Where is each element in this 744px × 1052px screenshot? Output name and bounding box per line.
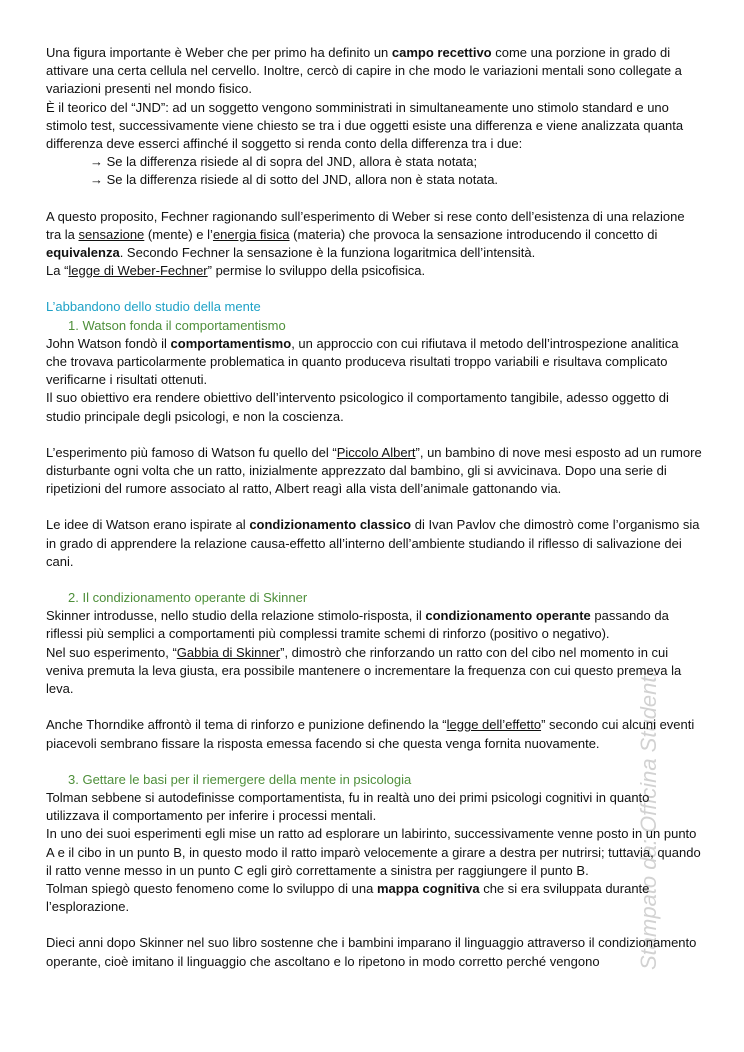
paragraph-weber: Una figura importante è Weber che per primo ha definito un campo recettivo come una porzione in grado di attivare una certa cellula nel cervello. Inoltre, cercò di capire in che modo le variazioni mentali sono collegate a variazioni presenti nel mondo fisico. — [46, 45, 682, 97]
subheading-watson: 1. Watson fonda il comportamentismo — [68, 317, 286, 333]
document-page — [46, 44, 702, 971]
paragraph-tolman: Tolman sebbene si autodefinisse comportamentista, fu in realtà uno dei primi psicologi cognitivi in quanto utilizzava il comportamento per inferire i processi mentali. — [46, 789, 650, 824]
paragraph-tolman-experiment: In uno dei suoi esperimenti egli mise un ratto ad esplorare un labirinto, successivamente venne posto in un punto A e il cibo in un punto B, in questo modo il ratto imparò velocemente a girare a destra per nutrirsi; tuttavia, quando il ratto venne messo in un punto C egli girò correttamente a sinistra per raggiungere il punto B. — [46, 826, 701, 878]
term-condizionamento-classico: condizionamento classico — [249, 517, 412, 533]
term-legge-dell-effetto: legge dell’effetto — [446, 717, 542, 733]
watermark: Stampato da: Ofﬁcina Studenti — [636, 671, 661, 970]
bullet-below-jnd: → Se la differenza risiede al di sotto del JND, allora non è stata notata. — [90, 172, 499, 188]
paragraph-skinner-language: Dieci anni dopo Skinner nel suo libro sostenne che i bambini imparano il linguaggio attraverso il condizionamento operante, cioè imitano il linguaggio che ascoltano e lo ripetono in modo corretto perché vengono — [46, 935, 697, 969]
paragraph-weber-fechner-law: La “legge di Weber-Fechner” permise lo sviluppo della psicofisica. — [46, 263, 426, 279]
paragraph-watson: John Watson fondò il comportamentismo, un approccio con cui rifiutava il metodo dell’introspezione analitica che trovava particolarmente problematica in quanto produceva risultati troppo variabili e risultava complicato verificarne i risultati ottenuti. — [46, 335, 679, 388]
paragraph-pavlov: Le idee di Watson erano ispirate al condizionamento classico di Ivan Pavlov che dimostrò come l’organismo sia in grado di apprendere la relazione causa-effetto all’interno dell’ambiente studiando il riflesso di salivazione dei cani. — [46, 517, 700, 569]
paragraph-thorndike: Anche Thorndike affrontò il tema di rinforzo e punizione definendo la “legge dell’effetto” secondo cui alcuni eventi piacevoli sembrano fissare la risposta emessa facendo si che questa venga fornita nuovamente. — [46, 717, 695, 751]
term-energia-fisica: energia fisica — [212, 226, 290, 242]
paragraph-watson-goal: Il suo obiettivo era rendere obiettivo dell’intervento psicologico il comportamento tangibile, adesso oggetto di studio principale degli psicologi, e non la coscienza. — [46, 390, 669, 424]
term-condizionamento-operante: condizionamento operante — [425, 608, 591, 624]
paragraph-skinner-box: Nel suo esperimento, “Gabbia di Skinner”, dimostrò che rinforzando un ratto con del cibo nel momento in cui veniva premuta la leva giusta, era possibile mantenere o incrementare la frequenza con cui questo premeva la leva. — [46, 644, 682, 697]
term-mappa-cognitiva: mappa cognitiva — [377, 880, 480, 896]
subheading-tolman: 3. Gettare le basi per il riemergere della mente in psicologia — [68, 771, 412, 787]
paragraph-mappa-cognitiva: Tolman spiegò questo fenomeno come lo sviluppo di una mappa cognitiva che si era sviluppata durante l’esplorazione. — [46, 880, 650, 915]
paragraph-skinner: Skinner introdusse, nello studio della relazione stimolo-risposta, il condizionamento operante passando da riflessi più semplici a comportamenti più complessi tramite schemi di rinforzo (positivo o negativo). — [46, 608, 669, 642]
bullet-above-jnd: → Se la differenza risiede al di sopra del JND, allora è stata notata; — [90, 154, 478, 170]
term-equivalenza: equivalenza — [46, 245, 120, 261]
term-sensazione: sensazione — [78, 226, 145, 242]
term-comportamentismo: comportamentismo — [170, 335, 292, 351]
paragraph-fechner: A questo proposito, Fechner ragionando sull’esperimento di Weber si rese conto dell’esistenza di una relazione tra la sensazione (mente) e l’energia fisica (materia) che provoca la sensazione introducendo il concetto di equivalenza. Secondo Fechner la sensazione è la funziona logaritmica dell’intensità. — [46, 208, 685, 261]
paragraph-jnd: È il teorico del “JND”: ad un soggetto vengono somministrati in simultaneamente uno stimolo standard e uno stimolo test, successivamente viene chiesto se tra i due oggetti esiste una differenza e viene analizzata quanta differenza deve esserci affinché il soggetto si renda conto della differenza tra i due: — [46, 99, 684, 152]
term-legge-weber-fechner: legge di Weber-Fechner — [68, 263, 208, 279]
term-piccolo-albert: Piccolo Albert — [336, 444, 416, 460]
term-campo-recettivo: campo recettivo — [391, 45, 492, 60]
subheading-skinner: 2. Il condizionamento operante di Skinner — [68, 590, 308, 606]
term-gabbia-di-skinner: Gabbia di Skinner — [176, 644, 281, 660]
section-heading: L’abbandono dello studio della mente — [46, 299, 261, 315]
paragraph-piccolo-albert: L’esperimento più famoso di Watson fu quello del “Piccolo Albert”, un bambino di nove mesi esposto ad un rumore disturbante ogni volta che un ratto, inizialmente apprezzato dal bambino, gli si avvicinava. Dopo una serie di ripetizioni del rumore associato al ratto, Albert reagì alla vista dell’animale gattonando via. — [46, 444, 702, 497]
